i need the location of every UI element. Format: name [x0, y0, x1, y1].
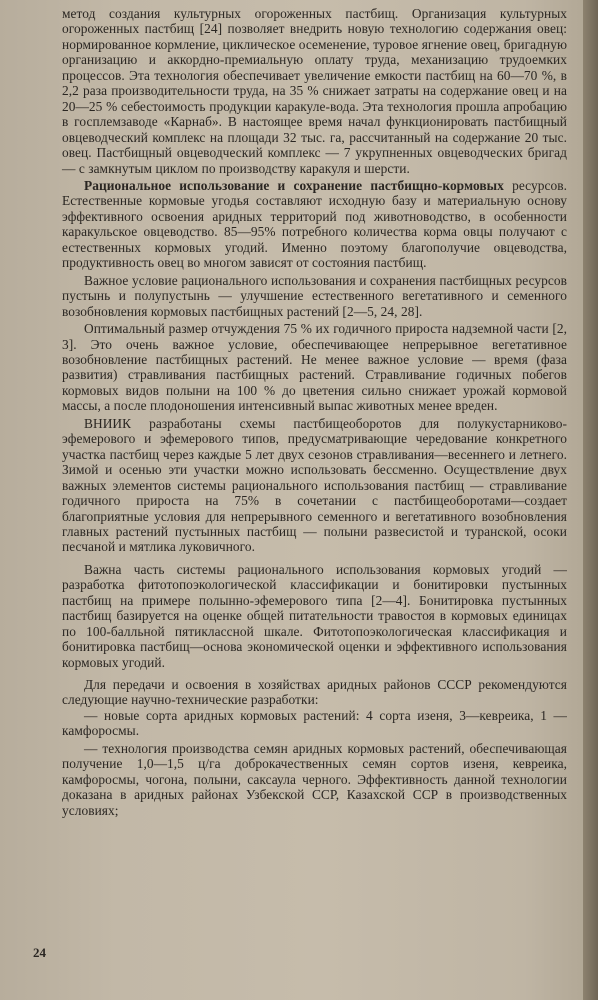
- section-heading: Рациональное использование и сохранение пастбищно-кормовых: [84, 177, 504, 193]
- paragraph-4: Оптимальный размер отчуждения 75 % их годичного прироста надземной части [2, 3]. Это очень важное условие, обеспечивающее непрерывное вегетативное возобновление пастбищных растений. Не менее важное условие — время (фаза развития) стравливания пастбищных растений. Стравливание годичных побегов кормовых видов полыни на 100 % до цветения сильно снижает урожай кормовой массы, а после плодоношения интенсивный выпас животных менее вреден.: [62, 321, 567, 414]
- paragraph-1: метод создания культурных огороженных пастбищ. Организация культурных огороженных пастбищ [24] позволяет внедрить новую технологию содержания овец: нормированное кормление, циклическое осеменение, туровое ягнение овец, бригадную организацию и аккордно-премиальную оплату труда, механизацию трудоемких процессов. Эта технология обеспечивает увеличение емкости пастбищ на 60—70 %, в 2,2 раза производительности труда, на 35 % снижает затраты на содержание овец и на 20—25 % себестоимость продукции каракуле-вода. Эта технология прошла апробацию в госплемзаводе «Карнаб». В настоящее время начал функционировать пастбищный овцеводческий комплекс на площади 32 тыс. га, рассчитанный на содержание 20 тыс. овец. Пастбищный овцеводческий комплекс — 7 укрупненных овцеводческих бригад — с замкнутым циклом по производству каракуля и шерсти.: [62, 6, 567, 176]
- paragraph-2: [62, 178, 567, 271]
- body-text: [62, 6, 567, 818]
- paragraph-6: Важна часть системы рационального использования кормовых угодий —разработка фитотопоэкологической классификации и бонитировки пустынных пастбищ на примере полынно-эфемерового типа [2—4]. Бонитировка пустынных пастбищ базируется на оценке общей питательности травостоя в кормовых единицах по 100-балльной пятиклассной шкале. Фитотопоэкологическая классификация и бонитировка пастбищ—основа экономической оценки и эффективного использования кормовых угодий.: [62, 561, 567, 670]
- paragraph-2-text: ресурсов. Естественные кормовые угодья составляют исходную базу и материальную основу эффективного освоения аридных территорий под животноводство, в особенности каракульское овцеводство. 85—95% потребного количества корма овцы получают с естественных кормовых угодий. Именно поэтому благополучие овцеводства, продуктивность овец во многом зависят от состояния пастбищ.: [62, 177, 567, 271]
- list-item-2: — технология производства семян аридных кормовых растений, обеспечивающая получение 1,0—1,5 ц/га доброкачественных семян сортов изеня, кевреика, камфоросмы, чогона, полыни, саксаула черного. Эффективность данной технологии доказана в аридных районах Узбекской ССР, Казахской ССР в производственных условиях;: [62, 740, 567, 818]
- paragraph-3: Важное условие рационального использования и сохранения пастбищных ресурсов пустынь и полупустынь — улучшение естественного вегетативного и семенного возобновления кормовых пастбищных растений [2—5, 24, 28].: [62, 272, 567, 319]
- paragraph-5: ВНИИК разработаны схемы пастбищеоборотов для полукустарниково-эфемерового и эфемерового типов, предусматривающие чередование конкретного участка пастбищ через каждые 5 лет двух сезонов стравливания—весеннего и летнего. Зимой и осенью эти участки можно использовать бессменно. Осуществление двух важных элементов системы рационального использования пастбищ — стравливание годичного прироста на 75% в сочетании с пастбищеоборотами—создает благоприятные условия для непрерывного семенного и вегетативного возобновления главных растений пустынных пастбищ — полыни развесистой и туранской, осоки песчаной и мятлика луковичного.: [62, 415, 567, 555]
- page-number: 24: [33, 945, 46, 960]
- list-item-1: — новые сорта аридных кормовых растений: 4 сорта изеня, 3—кевреика, 1 — камфоросмы.: [62, 707, 567, 739]
- paragraph-7: Для передачи и освоения в хозяйствах аридных районов СССР рекомендуются следующие научно-технические разработки:: [62, 677, 567, 708]
- page-edge-shadow: [583, 0, 598, 1000]
